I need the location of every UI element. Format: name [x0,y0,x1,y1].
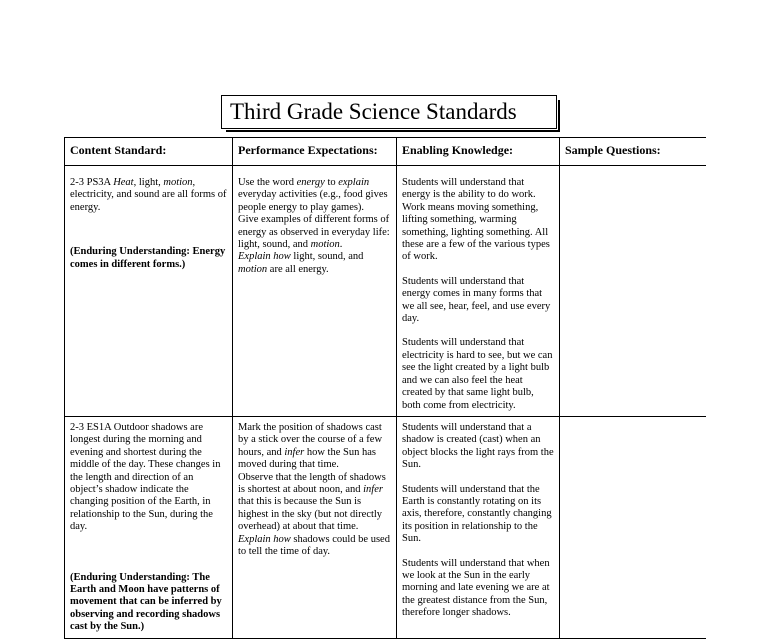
table-row [65,166,706,417]
performance-expectations-cell [233,166,397,417]
content-standard-cell [65,416,233,638]
sample-questions-cell [560,416,706,638]
expectation-text: Mark the position of shadows cast by a stick over the course of a few hours, and infer how the Sun has moved during that time. [238,421,383,471]
performance-expectations-cell [233,416,397,638]
standard-text: 2-3 PS3A Heat, light, motion, electricity, and sound are all forms of energy. [70,177,227,213]
header-row [65,138,706,166]
table-row [65,416,706,638]
expectation-text: Explain how light, sound, and motion are all energy. [238,251,364,275]
knowledge-text: Students will understand that electricity is hard to see, but we can see the light created by a light bulb and we can also feel the heat created by that same light bulb, both come from electricity. [402,337,553,411]
header-performance-expectations: Performance Expectations: [233,138,397,166]
expectation-text: Give examples of different forms of energy as observed in everyday life: light, sound, and motion. [238,214,390,251]
knowledge-text: Students will understand that energy is the ability to do work. Work means moving something, lifting something, warming something, lighting something. All these are a few of the various types of work. [402,177,550,263]
knowledge-text: Students will understand that energy comes in many forms that we all see, hear, feel, and use every day. [402,275,551,325]
title-box [221,95,557,129]
page-title: Third Grade Science Standards [230,99,517,124]
knowledge-text: Students will understand that when we look at the Sun in the early morning and late evening we are at the greatest distance from the Sun, therefore longer shadows. [402,557,550,619]
knowledge-text: Students will understand that the Earth is constantly rotating on its axis, therefore, constantly changing its position in relationship to the Sun. [402,483,552,545]
header-sample-questions: Sample Questions: [560,138,706,166]
standards-table [64,137,706,639]
expectation-text: Observe that the length of shadows is shortest at about noon, and infer that this is because the Sun is highest in the sky (but not directly overhead) at about that time. [238,471,386,533]
standard-text: 2-3 ES1A Outdoor shadows are longest during the morning and evening and shortest during the middle of the day. These changes in the length and direction of an object’s shadow indicate the changing position of the Earth, in relationship to the Sun, during the day. [70,421,221,533]
knowledge-text: Students will understand that a shadow is created (cast) when an object blocks the light rays from the Sun. [402,421,554,471]
header-enabling-knowledge: Enabling Knowledge: [397,138,560,166]
content-standard-cell [65,166,233,417]
expectation-text: Explain how shadows could be used to tell the time of day. [238,533,390,557]
sample-questions-cell [560,166,706,417]
enduring-understanding: (Enduring Understanding: Energy comes in different forms.) [70,246,226,270]
expectation-text: Use the word energy to explain everyday activities (e.g., food gives people energy to play games). [238,177,388,213]
header-content-standard: Content Standard: [65,138,233,166]
enabling-knowledge-cell [397,416,560,638]
enduring-understanding: (Enduring Understanding: The Earth and Moon have patterns of movement that can be inferred by observing and recording shadows cast by the Sun.) [70,571,222,633]
enabling-knowledge-cell [397,166,560,417]
